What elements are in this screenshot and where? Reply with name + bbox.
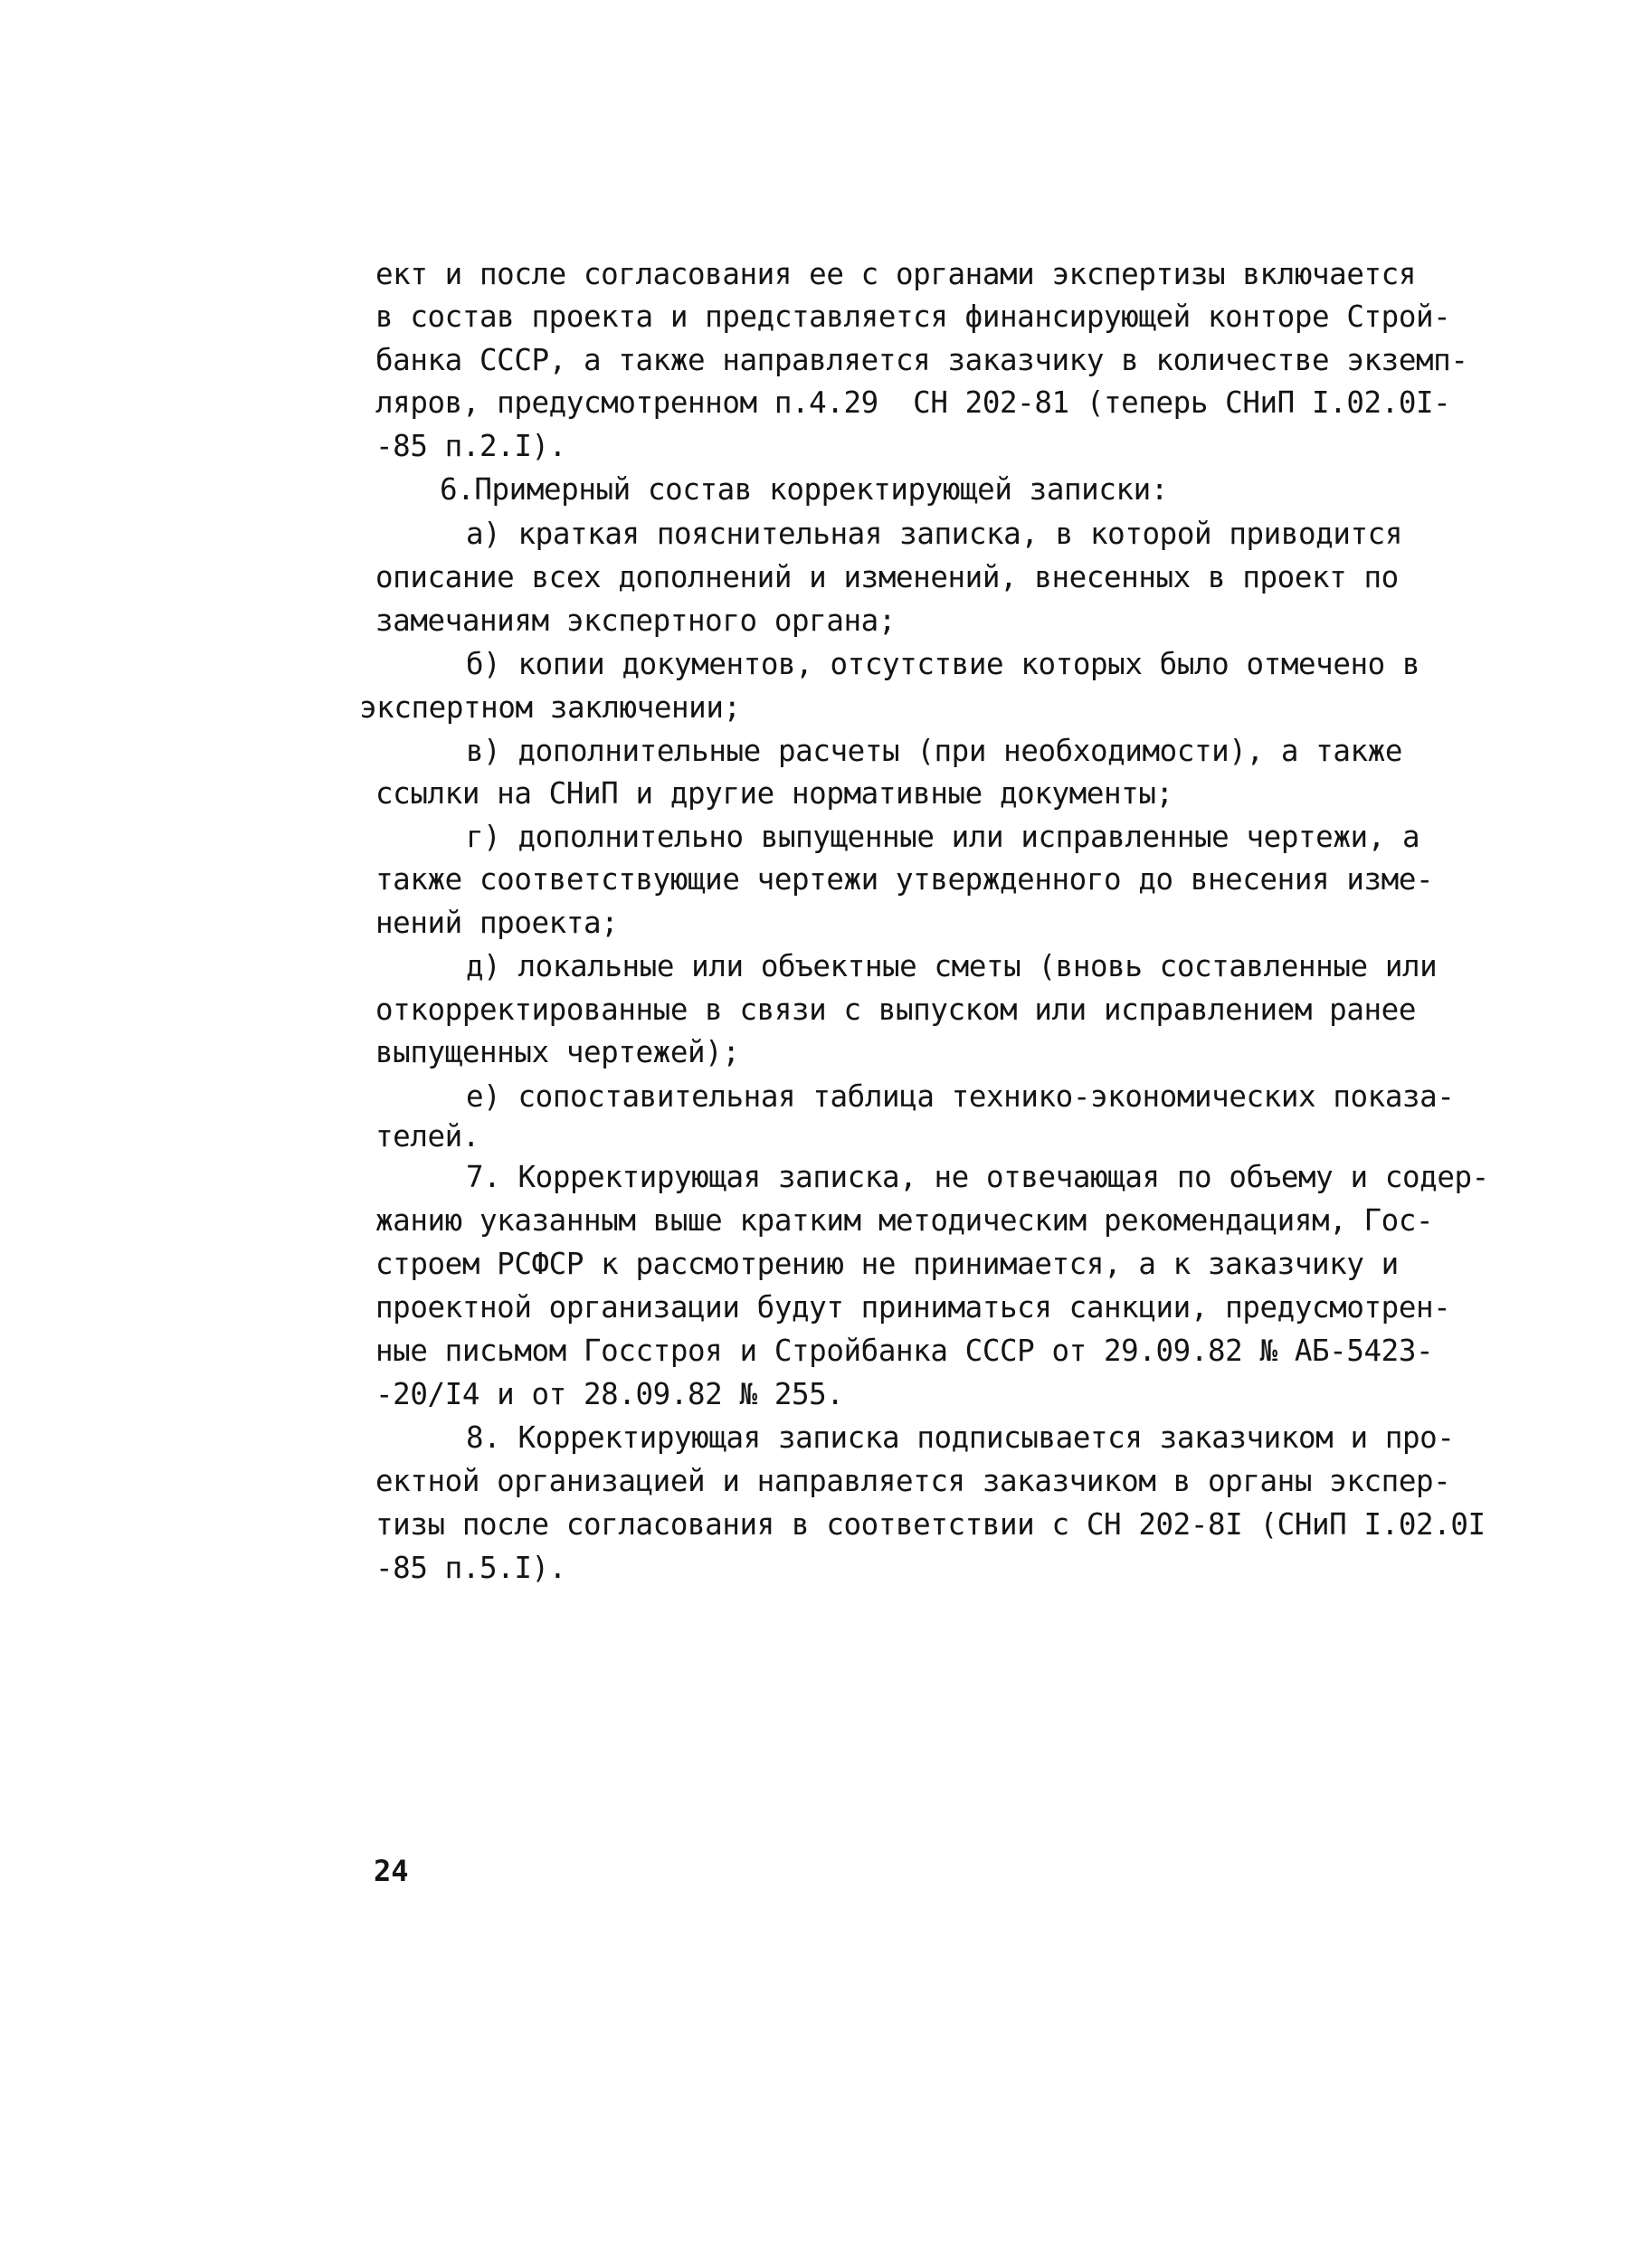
text-line: -85 п.5.I).	[375, 1551, 566, 1585]
text-line: ект и после согласования ее с органами экспертизы включается	[375, 257, 1416, 291]
list-item-b: б) копии документов, отсутствие которых было отмечено в	[466, 647, 1420, 681]
text-line: -85 п.2.I).	[375, 429, 566, 463]
text-line: также соответствующие чертежи утвержденного до внесения изме-	[375, 862, 1434, 897]
text-line: ляров, предусмотренном п.4.29 СН 202-81 (теперь СНиП I.02.0I-	[375, 385, 1451, 420]
text-line: жанию указанным выше кратким методическим рекомендациям, Гос-	[375, 1203, 1434, 1238]
text-line: замечаниям экспертного органа;	[375, 603, 896, 638]
text-line: описание всех дополнений и изменений, внесенных в проект по	[375, 560, 1399, 594]
list-item-e: е) сопоставительная таблица технико-экономических показа-	[466, 1079, 1455, 1114]
page-number: 24	[374, 1854, 409, 1888]
text-line: откорректированные в связи с выпуском или исправлением ранее	[375, 992, 1416, 1027]
section-heading: 6.Примерный состав корректирующей записки:	[440, 472, 1168, 507]
text-line: банка СССР, а также направляется заказчику в количестве экземп-	[375, 343, 1468, 377]
text-line: в состав проекта и представляется финансирующей конторе Строй-	[375, 299, 1451, 334]
list-item-d: д) локальные или объектные сметы (вновь составленные или	[466, 949, 1438, 983]
text-line: ссылки на СНиП и другие нормативные документы;	[375, 776, 1173, 811]
text-line: ектной организацией и направляется заказчиком в органы экспер-	[375, 1464, 1451, 1498]
text-line: нений проекта;	[375, 906, 619, 940]
text-line: ные письмом Госстроя и Стройбанка СССР от 29.09.82 № АБ-5423-	[375, 1334, 1434, 1368]
section-paragraph-8: 8. Корректирующая записка подписывается заказчиком и про-	[466, 1420, 1455, 1455]
section-paragraph-7: 7. Корректирующая записка, не отвечающая по объему и содер-	[466, 1160, 1489, 1194]
text-line: экспертном заключении;	[359, 690, 741, 725]
list-item-v: в) дополнительные расчеты (при необходимости), а также	[466, 734, 1402, 768]
list-item-g: г) дополнительно выпущенные или исправленные чертежи, а	[466, 820, 1420, 854]
text-line: проектной организации будут приниматься санкции, предусмотрен-	[375, 1290, 1451, 1325]
text-line: строем РСФСР к рассмотрению не принимается, а к заказчику и	[375, 1247, 1399, 1281]
list-item-a: а) краткая пояснительная записка, в которой приводится	[466, 517, 1402, 551]
text-line: тизы после согласования в соответствии с СН 202-8I (СНиП I.02.0I	[375, 1507, 1486, 1542]
text-line: телей.	[375, 1119, 479, 1154]
text-line: -20/I4 и от 28.09.82 № 255.	[375, 1377, 844, 1411]
text-line: выпущенных чертежей);	[375, 1035, 740, 1069]
